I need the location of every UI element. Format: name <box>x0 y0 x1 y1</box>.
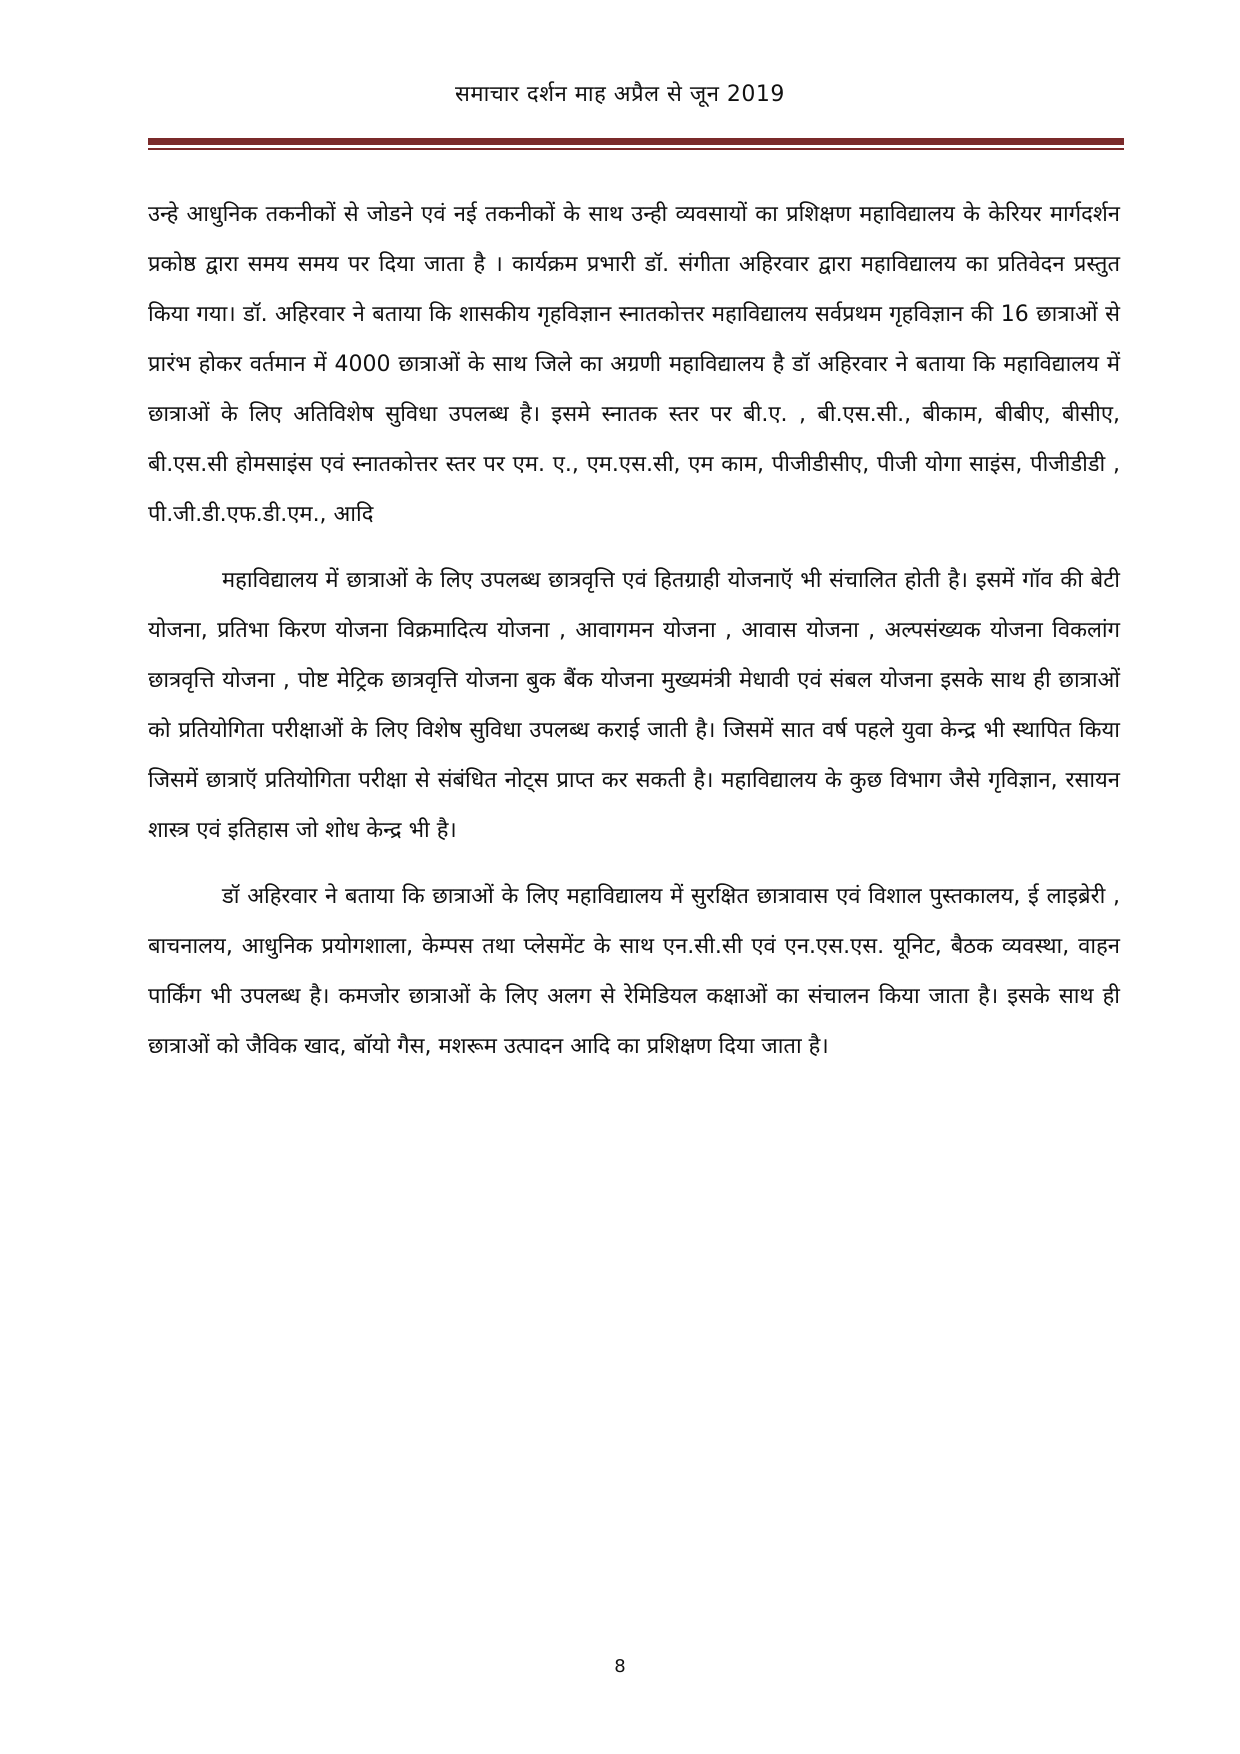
document-body <box>148 190 1120 1072</box>
page-header-title: समाचार दर्शन माह अप्रैल से जून 2019 <box>455 82 785 107</box>
header-divider <box>148 138 1124 145</box>
paragraph-1: उन्हे आधुनिक तकनीकों से जोडने एवं नई तकनीकों के साथ उन्ही व्यवसायों का प्रशिक्षण महाविद्यालय के केरियर मार्गदर्शन प्रकोष्ठ द्वारा समय समय पर दिया जाता है । कार्यक्रम प्रभारी डॉ. संगीता अहिरवार द्वारा महाविद्यालय का प्रतिवेदन प्रस्तुत किया गया। डॉ. अहिरवार ने बताया कि शासकीय गृहविज्ञान स्नातकोत्तर महाविद्यालय सर्वप्रथम गृहविज्ञान की 16 छात्राओं से प्रारंभ होकर वर्तमान में 4000 छात्राओं के साथ जिले का अग्रणी महाविद्यालय है डॉ अहिरवार ने बताया कि महाविद्यालय में छात्राओं के लिए अतिविशेष सुविधा उपलब्ध है। इसमे स्नातक स्तर पर बी.ए. , बी.एस.सी., बीकाम, बीबीए, बीसीए, बी.एस.सी होमसाइंस एवं स्नातकोत्तर स्तर पर एम. ए., एम.एस.सी, एम काम, पीजीडीसीए, पीजी योगा साइंस, पीजीडीडी , पी.जी.डी.एफ.डी.एम., आदि <box>148 202 1120 527</box>
header-divider-thin <box>148 148 1124 150</box>
paragraph-3: डॉ अहिरवार ने बताया कि छात्राओं के लिए महाविद्यालय में सुरक्षित छात्रावास एवं विशाल पुस्तकालय, ई लाइब्रेरी , बाचनालय, आधुनिक प्रयोगशाला, केम्पस तथा प्लेसमेंट के साथ एन.सी.सी एवं एन.एस.एस. यूनिट, बैठक व्यवस्था, वाहन पार्किंग भी उपलब्ध है। कमजोर छात्राओं के लिए अलग से रेमिडियल कक्षाओं का संचालन किया जाता है। इसके साथ ही छात्राओं को जैविक खाद, बॉयो गैस, मशरूम उत्पादन आदि का प्रशिक्षण दिया जाता है। <box>148 884 1120 1059</box>
page-number: 8 <box>614 1656 626 1677</box>
paragraph-2: महाविद्यालय में छात्राओं के लिए उपलब्ध छात्रवृत्ति एवं हितग्राही योजनाऍ भी संचालित होती है। इसमें गॉव की बेटी योजना, प्रतिभा किरण योजना विक्रमादित्य योजना , आवागमन योजना , आवास योजना , अल्पसंख्यक योजना विकलांग छात्रवृत्ति योजना , पोष्ट मेट्रिक छात्रवृत्ति योजना बुक बैंक योजना मुख्यमंत्री मेधावी एवं संबल योजना इसके साथ ही छात्राओं को प्रतियोगिता परीक्षाओं के लिए विशेष सुविधा उपलब्ध कराई जाती है। जिसमें सात वर्ष पहले युवा केन्द्र भी स्थापित किया जिसमें छात्राऍ प्रतियोगिता परीक्षा से संबंधित नोट्स प्राप्त कर सकती है। महाविद्यालय के कुछ विभाग जैसे गृविज्ञान, रसायन शास्त्र एवं इतिहास जो शोध केन्द्र भी है। <box>148 568 1120 843</box>
